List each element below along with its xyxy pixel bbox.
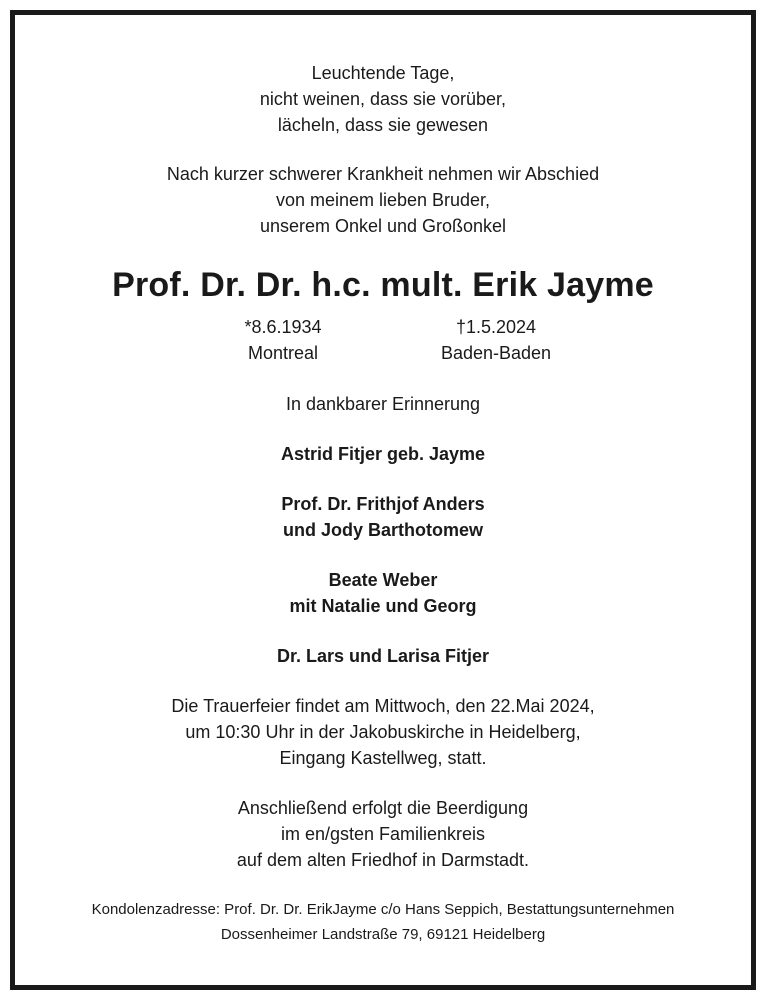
mourner-group — [0, 567, 766, 619]
burial-line: Anschließend erfolgt die Beerdigung — [237, 798, 529, 818]
death-date: †1.5.2024 — [455, 317, 537, 337]
ceremony-line: Eingang Kastellweg, statt. — [279, 748, 487, 768]
mourner-line: Prof. Dr. Frithjof Anders — [281, 494, 485, 514]
intro-line: unserem Onkel und Großonkel — [259, 216, 507, 236]
ceremony-info — [0, 693, 766, 771]
poem-line: Leuchtende Tage, — [311, 63, 455, 83]
mourner-group — [0, 441, 766, 467]
death-place: Baden-Baden — [440, 343, 552, 363]
ceremony-line: um 10:30 Uhr in der Jakobuskirche in Heidelberg, — [185, 722, 581, 742]
mourner-group — [0, 643, 766, 669]
intro-line: Nach kurzer schwerer Krankheit nehmen wir Abschied — [166, 164, 600, 184]
mourner-line: Astrid Fitjer geb. Jayme — [280, 444, 486, 464]
burial-line: auf dem alten Friedhof in Darmstadt. — [236, 850, 530, 870]
intro-text — [0, 161, 766, 239]
burial-line: im en/gsten Familienkreis — [280, 824, 486, 844]
mourner-line: Dr. Lars und Larisa Fitjer — [276, 646, 490, 666]
poem-line: lächeln, dass sie gewesen — [277, 115, 489, 135]
condolence-line: Kondolenzadresse: Prof. Dr. Dr. ErikJayme c/o Hans Seppich, Bestattungsunternehmen — [91, 901, 675, 918]
poem — [0, 60, 766, 138]
remembrance-line: In dankbarer Erinnerung — [285, 394, 481, 414]
birth-info — [183, 314, 383, 366]
mourner-group — [0, 491, 766, 543]
birth-place: Montreal — [247, 343, 319, 363]
poem-line: nicht weinen, dass sie vorüber, — [259, 89, 507, 109]
mourner-line: mit Natalie und Georg — [289, 596, 477, 616]
mourner-line: und Jody Barthotomew — [282, 520, 483, 540]
deceased-name: Prof. Dr. Dr. h.c. mult. Erik Jayme — [112, 266, 654, 304]
ceremony-line: Die Trauerfeier findet am Mittwoch, den 22.Mai 2024, — [171, 696, 595, 716]
intro-line: von meinem lieben Bruder, — [275, 190, 491, 210]
mourner-line: Beate Weber — [328, 570, 438, 590]
death-info — [396, 314, 596, 366]
remembrance-text — [0, 391, 766, 417]
condolence-address — [0, 897, 766, 947]
birth-date: *8.6.1934 — [244, 317, 322, 337]
burial-info — [0, 795, 766, 873]
condolence-line: Dossenheimer Landstraße 79, 69121 Heidelberg — [220, 926, 546, 943]
